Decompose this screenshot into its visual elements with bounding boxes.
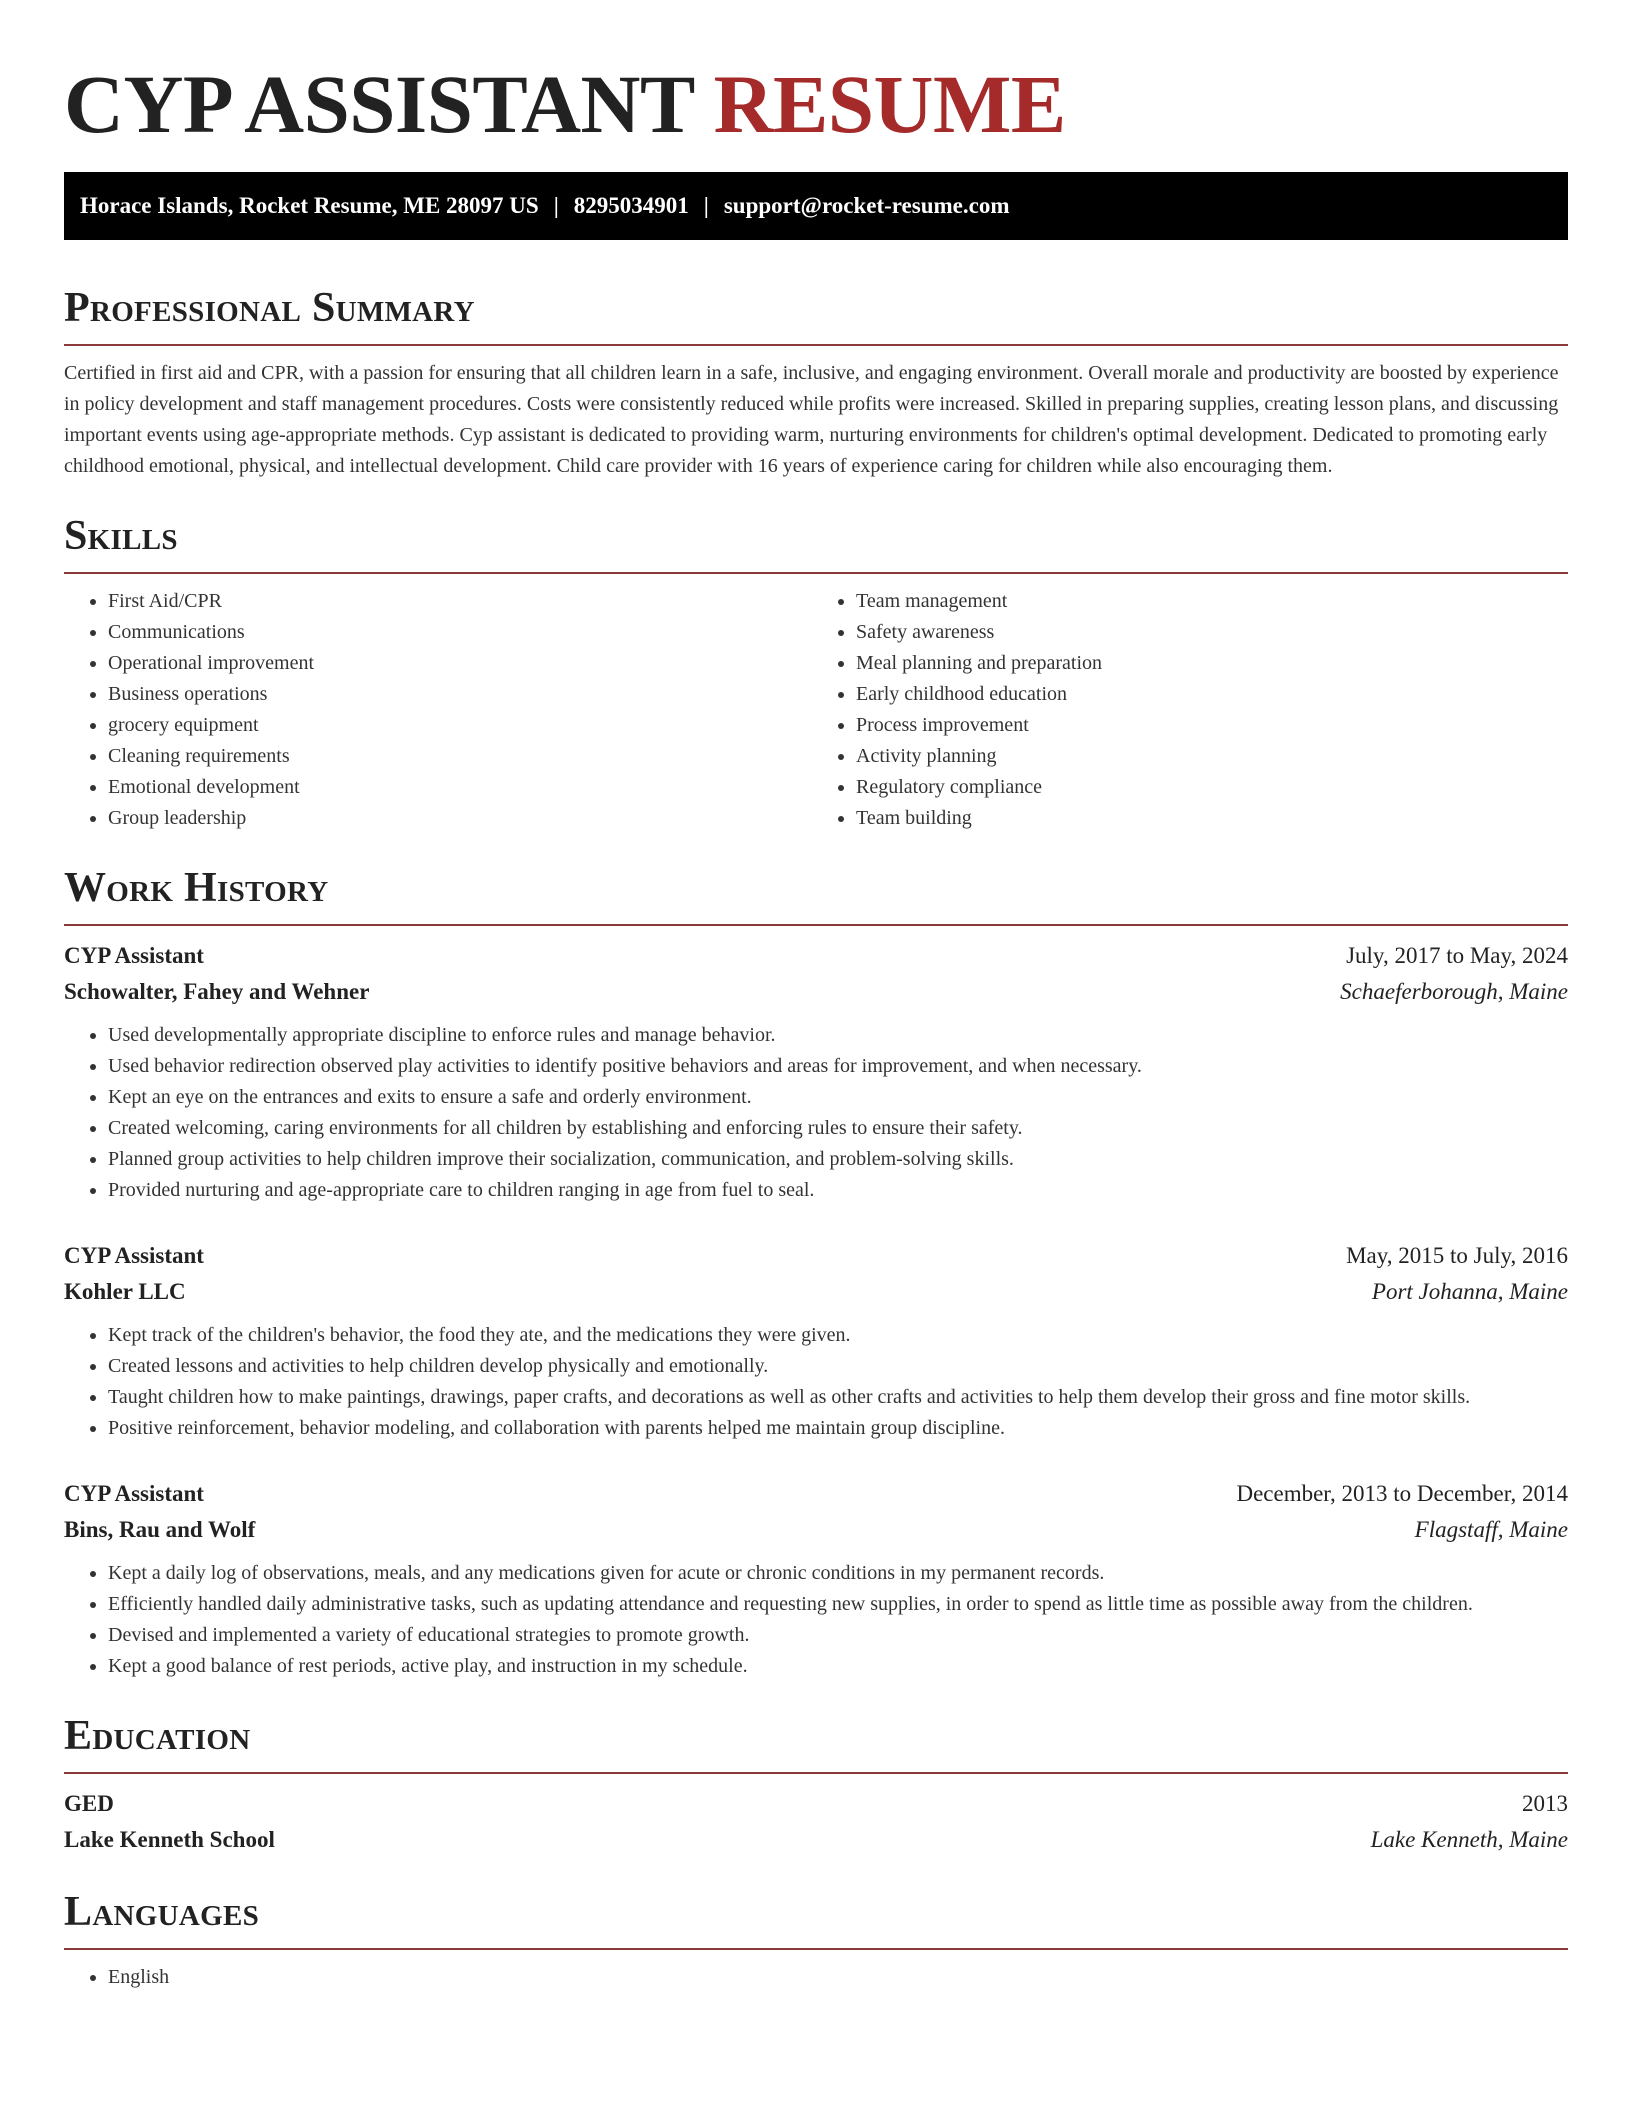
contact-separator: |: [553, 193, 559, 218]
job-duty: • Taught children how to make paintings, drawings, paper crafts, and decorations as well as other crafts and activities to help them develop their gross and fine motor skills.: [108, 1382, 1568, 1413]
job-duty: • Created welcoming, caring environments for all children by establishing and enforcing rules to ensure their safety.: [108, 1113, 1568, 1144]
job-entry: [64, 1476, 1568, 1682]
job-company: Kohler LLC: [64, 1279, 186, 1304]
resume-title: [64, 0, 1568, 154]
skill-item: • Safety awareness: [856, 617, 1568, 648]
resume-page: [64, 0, 1568, 1993]
job-title: CYP Assistant: [64, 943, 204, 968]
job-title: CYP Assistant: [64, 1243, 204, 1268]
job-duty: • Kept an eye on the entrances and exits to ensure a safe and orderly environment.: [108, 1082, 1568, 1113]
job-location: Flagstaff, Maine: [1414, 1517, 1568, 1542]
job-title: CYP Assistant: [64, 1481, 204, 1506]
job-title-row: [64, 938, 1568, 974]
job-duty: • Kept a daily log of observations, meals, and any medications given for acute or chronic conditions in my permanent records.: [108, 1558, 1568, 1589]
summary-text: Certified in first aid and CPR, with a passion for ensuring that all children learn in a safe, inclusive, and engaging environment. Overall morale and productivity are boosted by experience in policy development and staff management procedures. Costs were consistently reduced while profits were increased. Skilled in preparing supplies, creating lesson plans, and discussing important events using age-appropriate methods. Cyp assistant is dedicated to providing warm, nurturing environments for children's optimal development. Dedicated to promoting early childhood emotional, physical, and intellectual development. Child care provider with 16 years of experience caring for children while also encouraging them.: [64, 362, 1559, 477]
language-item: • English: [108, 1962, 1568, 1993]
job-duty: • Provided nurturing and age-appropriate care to children ranging in age from fuel to seal.: [108, 1175, 1568, 1206]
contact-phone[interactable]: 8295034901: [573, 193, 689, 218]
skills-heading: Skills: [64, 513, 178, 559]
contact-address: Horace Islands, Rocket Resume, ME 28097 US: [80, 193, 539, 218]
skill-item: • Communications: [108, 617, 820, 648]
skill-item: • Business operations: [108, 679, 820, 710]
job-duty: • Positive reinforcement, behavior modeling, and collaboration with parents helped me maintain group discipline.: [108, 1413, 1568, 1444]
job-duties: [64, 1320, 1568, 1444]
skill-item: • Regulatory compliance: [856, 772, 1568, 803]
job-location: Port Johanna, Maine: [1371, 1279, 1568, 1304]
job-company-row: [64, 1274, 1568, 1310]
job-location: Schaeferborough, Maine: [1340, 979, 1568, 1004]
section-divider: [64, 344, 1568, 346]
job-company: Schowalter, Fahey and Wehner: [64, 979, 370, 1004]
skill-item: • Cleaning requirements: [108, 741, 820, 772]
skill-item: • Team management: [856, 586, 1568, 617]
job-duty: • Created lessons and activities to help children develop physically and emotionally.: [108, 1351, 1568, 1382]
job-duty: • Efficiently handled daily administrative tasks, such as updating attendance and requesting new supplies, in order to spend as little time as possible away from the children.: [108, 1589, 1568, 1620]
work-history-section: [64, 864, 1568, 1682]
education-year: 2013: [1522, 1791, 1568, 1816]
job-company: Bins, Rau and Wolf: [64, 1517, 256, 1542]
skill-item: • grocery equipment: [108, 710, 820, 741]
skill-item: • Operational improvement: [108, 648, 820, 679]
skill-item: • First Aid/CPR: [108, 586, 820, 617]
skill-item: • Meal planning and preparation: [856, 648, 1568, 679]
section-divider: [64, 572, 1568, 574]
contact-separator: |: [703, 193, 709, 218]
job-duty: • Used developmentally appropriate discipline to enforce rules and manage behavior.: [108, 1020, 1568, 1051]
contact-email[interactable]: support@rocket-resume.com: [723, 193, 1010, 218]
section-divider: [64, 1948, 1568, 1950]
job-duty: • Planned group activities to help children improve their socialization, communication, and problem-solving skills.: [108, 1144, 1568, 1175]
work-history-heading: Work History: [64, 865, 329, 911]
skills-column-left: [64, 586, 820, 834]
summary-section: [64, 284, 1568, 482]
job-duty: • Devised and implemented a variety of educational strategies to promote growth.: [108, 1620, 1568, 1651]
skill-item: • Emotional development: [108, 772, 820, 803]
skill-item: • Group leadership: [108, 803, 820, 834]
job-title-row: [64, 1238, 1568, 1274]
education-school: Lake Kenneth School: [64, 1827, 275, 1852]
title-accent: RESUME: [713, 58, 1066, 150]
skills-section: [64, 512, 1568, 834]
job-company-row: [64, 974, 1568, 1010]
languages-list: [64, 1962, 1568, 1993]
job-entry: [64, 1238, 1568, 1444]
job-company-row: [64, 1512, 1568, 1548]
languages-heading: Languages: [64, 1889, 260, 1935]
skill-item: • Process improvement: [856, 710, 1568, 741]
job-duty: • Kept a good balance of rest periods, active play, and instruction in my schedule.: [108, 1651, 1568, 1682]
education-location: Lake Kenneth, Maine: [1370, 1827, 1568, 1852]
contact-bar: [64, 172, 1568, 240]
job-duties: [64, 1558, 1568, 1682]
skill-item: • Activity planning: [856, 741, 1568, 772]
education-degree-row: [64, 1786, 1568, 1822]
education-section: [64, 1712, 1568, 1858]
skills-columns: [64, 586, 1568, 834]
summary-heading: Professional Summary: [64, 285, 475, 331]
section-divider: [64, 1772, 1568, 1774]
section-divider: [64, 924, 1568, 926]
skills-column-right: [820, 586, 1568, 834]
job-entry: [64, 938, 1568, 1206]
job-dates: July, 2017 to May, 2024: [1346, 943, 1568, 968]
languages-section: [64, 1888, 1568, 1993]
skill-item: • Early childhood education: [856, 679, 1568, 710]
education-heading: Education: [64, 1713, 251, 1759]
job-duty: • Kept track of the children's behavior, the food they ate, and the medications they were given.: [108, 1320, 1568, 1351]
education-degree: GED: [64, 1791, 114, 1816]
job-duties: [64, 1020, 1568, 1206]
job-title-row: [64, 1476, 1568, 1512]
job-dates: May, 2015 to July, 2016: [1346, 1243, 1568, 1268]
title-main: CYP ASSISTANT: [64, 58, 694, 150]
job-dates: December, 2013 to December, 2014: [1236, 1481, 1568, 1506]
skill-item: • Team building: [856, 803, 1568, 834]
education-school-row: [64, 1822, 1568, 1858]
job-duty: • Used behavior redirection observed play activities to identify positive behaviors and areas for improvement, and when necessary.: [108, 1051, 1568, 1082]
